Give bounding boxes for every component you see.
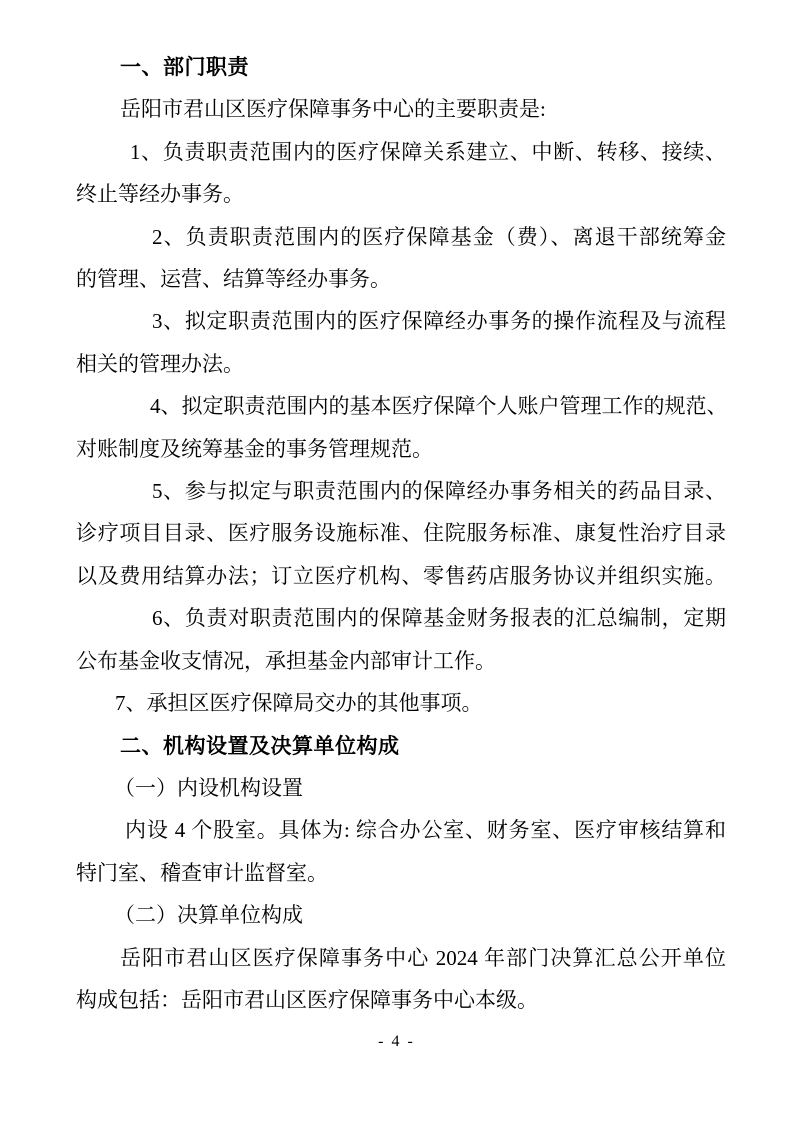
text-line: 3、拟定职责范围内的医疗保障经办事务的操作流程及与流程 bbox=[152, 309, 726, 334]
text-line: 岳阳市君山区医疗保障事务中心的主要职责是: bbox=[120, 97, 546, 122]
text-line: （二）决算单位构成 bbox=[114, 903, 303, 928]
text-line: 2、负责职责范围内的医疗保障基金（费）、离退干部统筹金 bbox=[152, 224, 726, 249]
text-line: 1、负责职责范围内的医疗保障关系建立、中断、转移、接续、 bbox=[130, 139, 726, 164]
text-line: 5、参与拟定与职责范围内的保障经办事务相关的药品目录、 bbox=[152, 479, 726, 504]
heading-line: 一、部门职责 bbox=[120, 55, 249, 79]
text-line: 对账制度及统筹基金的事务管理规范。 bbox=[76, 436, 433, 461]
text-line: （一）内设机构设置 bbox=[114, 775, 303, 800]
text-line: 6、负责对职责范围内的保障基金财务报表的汇总编制，定期 bbox=[152, 606, 726, 631]
text-line: 岳阳市君山区医疗保障事务中心 2024 年部门决算汇总公开单位 bbox=[120, 945, 726, 970]
text-line: 4、拟定职责范围内的基本医疗保障个人账户管理工作的规范、 bbox=[150, 394, 728, 419]
document-body bbox=[76, 46, 726, 1021]
text-line: 公布基金收支情况，承担基金内部审计工作。 bbox=[76, 648, 496, 673]
text-line: 诊疗项目目录、医疗服务设施标准、住院服务标准、康复性治疗目录 bbox=[76, 521, 726, 546]
heading-line: 二、机构设置及决算单位构成 bbox=[120, 733, 400, 758]
text-line: 的管理、运营、结算等经办事务。 bbox=[76, 267, 391, 292]
text-line: 以及费用结算办法；订立医疗机构、零售药店服务协议并组织实施。 bbox=[76, 563, 726, 588]
text-line: 特门室、稽查审计监督室。 bbox=[76, 860, 328, 885]
text-line: 内设 4 个股室。具体为: 综合办公室、财务室、医疗审核结算和 bbox=[125, 818, 726, 843]
text-line: 相关的管理办法。 bbox=[76, 351, 244, 376]
text-line: 终止等经办事务。 bbox=[76, 182, 244, 207]
text-line: 7、承担区医疗保障局交办的其他事项。 bbox=[115, 691, 483, 716]
page-number: - 4 - bbox=[378, 1033, 415, 1050]
text-line: 构成包括：岳阳市君山区医疗保障事务中心本级。 bbox=[76, 987, 538, 1012]
